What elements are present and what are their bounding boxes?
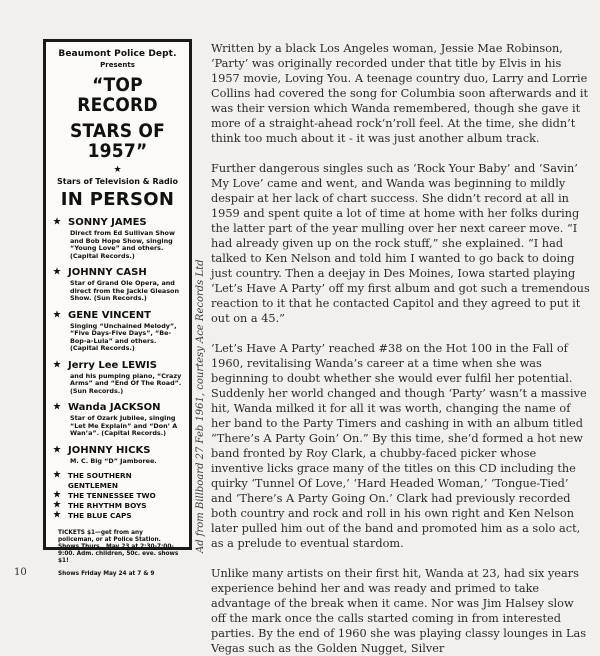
act-description: Singing “Unchained Melody”, “Five Days-Five Days”, “Be-Bop-a-Lula” and others. (Capital Records.) — [70, 321, 177, 352]
act-name: Wanda JACKSON — [68, 402, 161, 413]
ad-acts — [52, 217, 183, 465]
ad-headline-line-2: STARS OF 1957” — [70, 120, 165, 162]
supporting-act — [52, 491, 183, 501]
article-paragraph: Further dangerous singles such as ‘Rock Your Baby’ and ‘Savin’ My Love’ came and went, and Wanda was beginning to mildly despair at her lack of chart success. She didn’t record at all in 1959 and spent quite a lot of time at home with her folks during the latter part of the year mulling over her next career move. “I had already given up on the rock stuff,” she explained. “I had talked to Ken Nelson and told him I wanted to go back to doing just country. Then a deejay in Des Moines, Iowa started playing ‘Let’s Have A Party’ off my first album and got such a tremendous reaction to it that he contacted Capitol and they agreed to put it out on a 45.” — [211, 162, 590, 325]
ad-act — [52, 445, 183, 466]
star-icon: ★ — [52, 309, 62, 320]
star-icon: ★ — [52, 489, 62, 501]
star-icon: ★ — [52, 401, 62, 413]
ad-act — [52, 402, 183, 438]
ad-act — [52, 267, 183, 303]
act-name: Jerry Lee LEWIS — [68, 359, 157, 371]
ad-headline-line-1: “TOP RECORD — [77, 74, 158, 116]
tickets-info: TICKETS $1—get from any policeman, or at Police Station. Shows Thurs., May 23 at 2:30-7:00-9:00. Adm. children, 50c. eve. shows $1! — [58, 530, 179, 564]
act-description: Direct from Ed Sullivan Show and Bob Hope Show, singing “Young Love” and others. (Capital Records.) — [70, 229, 175, 260]
article — [211, 41, 591, 656]
ad-dept: Beaumont Police Dept. — [58, 49, 177, 59]
act-description: M. C. Big “D” Jamboree. — [70, 456, 157, 465]
supporting-acts — [52, 471, 183, 521]
ad-act — [52, 310, 183, 353]
star-icon: ★ — [52, 499, 62, 511]
article-paragraph: ‘Let’s Have A Party’ reached #38 on the Hot 100 in the Fall of 1960, revitalising Wanda’s career at a time when she was beginning to doubt whether she would ever fulfil her potential. Suddenly her world changed and though ‘Party’ wasn’t a massive hit, Wanda milked it for all it was worth, changing the name of her band to the Party Timers and cashing in with an album titled “There’s A Party Goin’ On.” By this time, she’d formed a hot new band fronted by Roy Clark, a chubby-faced picker whose inventive licks grace many of the titles on this CD including the quirky ‘Tunnel Of Love,’ ‘Hard Headed Woman,’ ‘Tongue-Tied’ and ‘There’s A Party Going On.’ Clark had previously recorded both country and rock and roll in his own right and Ken Nelson later pulled him out of the band and promoted him as a solo act, as a prelude to eventual stardom. — [211, 342, 587, 550]
shows-info: Shows Friday May 24 at 7 & 9 — [58, 571, 155, 577]
ad-header — [52, 49, 183, 209]
ad-act — [52, 217, 183, 260]
star-icon: ★ — [113, 165, 122, 175]
ad-subhead: Stars of Television & Radio — [57, 177, 178, 186]
act-name: JOHNNY CASH — [68, 267, 147, 278]
article-paragraph: Written by a black Los Angeles woman, Jessie Mae Robinson, ‘Party’ was originally recorded under that title by Elvis in his 1957 movie, Loving You. A teenage country duo, Larry and Lorrie Collins had covered the song for Columbia soon afterwards and it was their version which Wanda remembered, though she gave it more of a straight-ahead rock‘n’roll feel. At the time, she didn’t think too much about it - it was just another album track. — [211, 42, 589, 145]
ad-in-person: IN PERSON — [60, 189, 175, 210]
supporting-act-name: THE RHYTHM BOYS — [68, 501, 147, 510]
article-paragraph: Unlike many artists on their first hit, Wanda at 23, had six years experience behind her and was ready and primed to take advantage of the break when it came. Nor was Jim Halsey slow off the mark once the calls started coming in from interested parties. By the end of 1960 she was playing classy lounges in Las Vegas such as the Golden Nugget, Silver — [211, 567, 587, 655]
supporting-act — [52, 511, 183, 521]
act-name: JOHNNY HICKS — [68, 444, 151, 456]
act-description: and his pumping piano, “Crazy Arms” and “End Of The Road”. (Sun Records.) — [70, 371, 182, 395]
image-credit: Ad from Billboard 27 Feb 1961, courtesy Ace Records Ltd — [195, 259, 206, 553]
star-icon: ★ — [52, 216, 62, 228]
act-description: Star of Ozark Jubilee, singing “Let Me Explain” and “Don’ A Wan’a”. (Capital Records.) — [70, 414, 178, 437]
supporting-act — [52, 501, 183, 511]
star-icon: ★ — [52, 359, 62, 370]
supporting-act-name: THE SOUTHERN GENTLEMEN — [67, 471, 132, 490]
supporting-act-name: THE TENNESSEE TWO — [68, 491, 156, 500]
ad-presents: Presents — [100, 61, 135, 69]
star-icon: ★ — [52, 444, 62, 455]
supporting-act-name: THE BLUE CAPS — [68, 511, 132, 520]
supporting-act — [52, 471, 183, 491]
star-icon: ★ — [52, 509, 62, 521]
act-name: SONNY JAMES — [68, 217, 147, 228]
page-number: 10 — [14, 567, 27, 578]
vintage-concert-ad — [43, 39, 192, 577]
ad-act — [52, 360, 183, 396]
star-icon: ★ — [52, 469, 62, 481]
act-name: GENE VINCENT — [68, 309, 151, 321]
act-description: Star of Grand Ole Opera, and direct from the Jackie Gleason Show. (Sun Records.) — [70, 279, 179, 302]
star-icon: ★ — [52, 266, 62, 278]
